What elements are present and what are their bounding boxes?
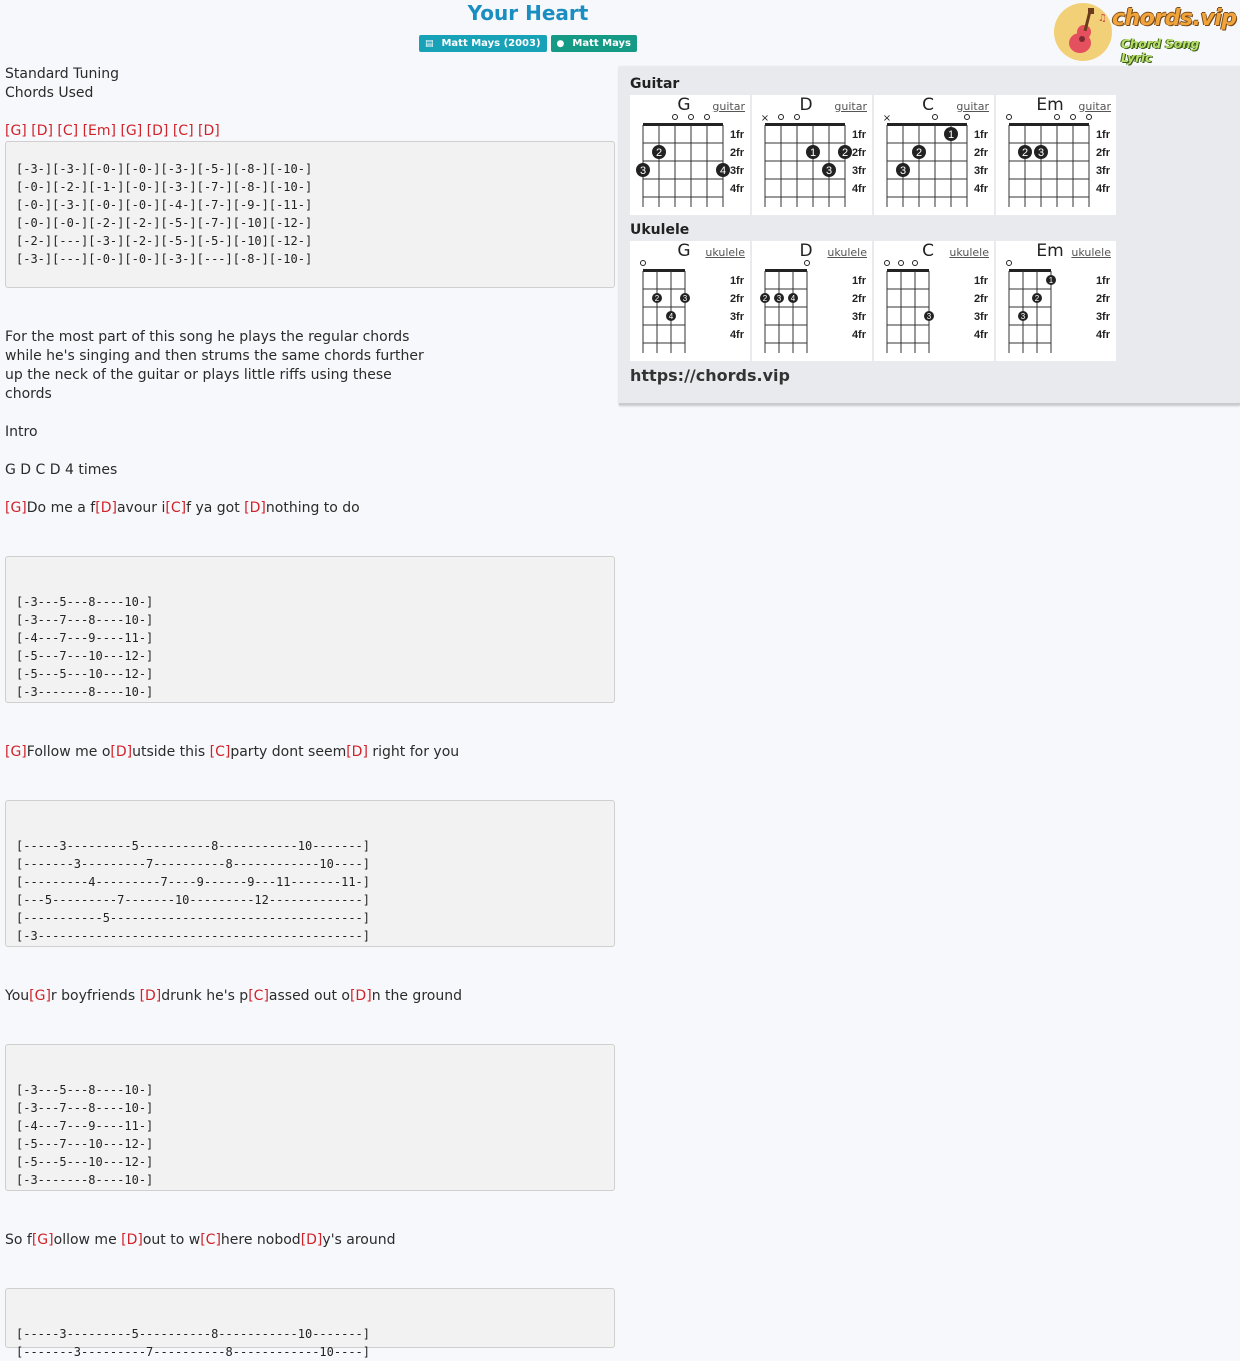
chord-link[interactable]: [G]	[5, 744, 27, 760]
album-badge[interactable]	[419, 35, 547, 52]
open-string-marker	[805, 261, 810, 266]
chord-name: C	[922, 95, 934, 115]
fret-label: 4fr	[1095, 329, 1110, 341]
chord-diagram-ukulele-d[interactable]	[752, 241, 872, 361]
open-string-marker	[965, 115, 970, 120]
tab-block-5: [-----3---------5----------8-----------10-------] [-------3---------7----------8------------10----]	[5, 1288, 615, 1348]
fret-label: 2fr	[729, 147, 744, 159]
user-icon: ●	[556, 39, 565, 49]
chord-name: G	[677, 95, 691, 115]
finger-number: 4	[719, 165, 727, 177]
finger-number: 3	[639, 165, 647, 177]
chord-name: G	[677, 241, 691, 261]
badge-row	[0, 35, 1056, 52]
chord-diagram-guitar-c[interactable]	[874, 95, 994, 215]
tab-block-3: [-----3---------5----------8-----------10-------] [-------3---------7----------8------------10----] [---------4---------7----9------9---11-------11-] [---5---------7-------10---------12-------------] [-----------5-----------------------------------] [-3---------------------------------------------]	[5, 800, 615, 947]
chord-link[interactable]: [C]	[57, 123, 79, 139]
fret-label: 2fr	[973, 293, 988, 305]
chord-link[interactable]: [D]	[110, 744, 133, 760]
ukulele-section-label: Ukulele	[630, 222, 690, 238]
chord-name: C	[922, 241, 934, 261]
fret-label: 3fr	[851, 311, 866, 323]
fret-label: 1fr	[851, 275, 866, 287]
description-line: chords	[5, 386, 52, 402]
finger-number: 1	[809, 147, 817, 159]
open-string-marker	[933, 115, 938, 120]
chord-link[interactable]: [D]	[244, 500, 266, 516]
chord-instrument-link[interactable]: ukulele	[827, 246, 867, 259]
artist-badge-label: Matt Mays	[572, 38, 632, 49]
chord-diagram-guitar-d[interactable]	[752, 95, 872, 215]
fret-label: 2fr	[973, 147, 988, 159]
chord-diagram-panel	[619, 66, 1240, 405]
open-string-marker	[899, 261, 904, 266]
finger-number: 2	[654, 294, 660, 303]
fret-label: 2fr	[1095, 147, 1110, 159]
finger-number: 2	[655, 147, 663, 159]
chord-instrument-link[interactable]: guitar	[1078, 100, 1111, 113]
open-string-marker	[1007, 115, 1012, 120]
open-string-marker	[1087, 115, 1092, 120]
fret-label: 3fr	[1095, 311, 1110, 323]
lyric-text: nothing to do	[265, 500, 360, 516]
fret-label: 3fr	[851, 165, 866, 177]
description-line: For the most part of this song he plays the regular chords	[5, 329, 410, 345]
fret-label: 2fr	[851, 293, 866, 305]
lyric-text: f ya got	[186, 500, 245, 516]
lyric-line	[5, 987, 462, 1006]
open-string-marker	[885, 261, 890, 266]
chord-link[interactable]: [G]	[5, 123, 27, 139]
open-string-marker	[795, 115, 800, 120]
chord-link[interactable]: [G]	[5, 500, 27, 516]
lyric-text: avour i	[116, 500, 166, 516]
description-line: while he's singing and then strums the same chords further	[5, 348, 424, 364]
chord-link[interactable]: [C]	[165, 500, 187, 516]
chord-link[interactable]: [D]	[198, 123, 220, 139]
chord-link[interactable]: [D]	[300, 1232, 323, 1248]
fret-label: 1fr	[1095, 129, 1110, 141]
finger-number: 1	[1048, 276, 1054, 285]
lyric-text: ollow me	[53, 1232, 122, 1248]
logo-subtitle: Chord Song Lyric	[1121, 37, 1200, 65]
chord-diagram-guitar-g[interactable]	[630, 95, 750, 215]
description-line: up the neck of the guitar or plays little riffs using these	[5, 367, 392, 383]
chord-instrument-link[interactable]: guitar	[712, 100, 745, 113]
chord-instrument-link[interactable]: ukulele	[949, 246, 989, 259]
chord-name: Em	[1036, 95, 1064, 115]
lyric-text: You	[5, 988, 30, 1004]
lyric-text: n the ground	[371, 988, 462, 1004]
finger-number: 1	[947, 129, 955, 141]
chord-link[interactable]: [D]	[121, 1232, 143, 1248]
open-string-marker	[1071, 115, 1076, 120]
fret-label: 1fr	[1095, 275, 1110, 287]
fret-label: 4fr	[729, 329, 744, 341]
artist-badge[interactable]	[551, 35, 637, 52]
fret-label: 3fr	[1095, 165, 1110, 177]
finger-number: 3	[825, 165, 833, 177]
finger-number: 3	[1037, 147, 1045, 159]
finger-number: 2	[915, 147, 923, 159]
open-string-marker	[913, 261, 918, 266]
open-string-marker	[641, 261, 646, 266]
open-string-marker	[1055, 115, 1060, 120]
lyric-text: right for you	[367, 744, 460, 760]
fret-label: 1fr	[973, 129, 988, 141]
song-title: Your Heart	[467, 1, 589, 25]
open-string-marker	[705, 115, 710, 120]
fret-label: 3fr	[973, 165, 988, 177]
lyric-text: y's around	[322, 1232, 396, 1248]
finger-number: 3	[776, 294, 782, 303]
chords-used-label: Chords Used	[5, 85, 94, 101]
lyric-text: Follow me o	[26, 744, 111, 760]
chord-name: D	[799, 241, 813, 261]
finger-number: 4	[790, 294, 796, 303]
open-string-marker	[1007, 261, 1012, 266]
lyric-text: out to w	[142, 1232, 201, 1248]
fret-label: 4fr	[851, 183, 866, 195]
lyric-line	[5, 743, 459, 762]
lyric-line	[5, 1231, 396, 1250]
chord-diagram-guitar-em[interactable]	[996, 95, 1116, 215]
fret-label: 2fr	[1095, 293, 1110, 305]
chords-used-list	[5, 122, 220, 141]
chord-link[interactable]: [C]	[172, 123, 194, 139]
tab-block-4: [-3---5---8----10-] [-3---7---8----10-] [-4---7---9----11-] [-5---7---10---12-] [-5---5---10---12-] [-3-------8----10-]	[5, 1044, 615, 1191]
fret-label: 1fr	[729, 275, 744, 287]
tuning-label: Standard Tuning	[5, 66, 119, 82]
chord-link[interactable]: [D]	[346, 744, 368, 760]
muted-string-marker: ×	[882, 113, 892, 124]
chord-diagram-ukulele-g[interactable]	[630, 241, 750, 361]
chord-link[interactable]: [D]	[139, 988, 162, 1004]
fret-label: 4fr	[973, 183, 988, 195]
finger-number: 4	[668, 312, 674, 321]
fret-label: 2fr	[851, 147, 866, 159]
site-logo[interactable]	[1054, 2, 1237, 65]
chord-instrument-link[interactable]: ukulele	[705, 246, 745, 259]
chord-name: D	[799, 95, 813, 115]
fret-label: 1fr	[973, 275, 988, 287]
fret-label: 4fr	[1095, 183, 1110, 195]
chord-name: Em	[1036, 241, 1064, 261]
guitar-section-label: Guitar	[630, 76, 680, 92]
open-string-marker	[689, 115, 694, 120]
chord-link[interactable]: [Em]	[82, 123, 116, 139]
finger-number: 3	[1020, 312, 1026, 321]
lyric-text: party dont seem	[230, 744, 347, 760]
fret-label: 1fr	[851, 129, 866, 141]
finger-number: 3	[899, 165, 907, 177]
chord-link[interactable]: [D]	[146, 123, 169, 139]
logo-text: chords.vip	[1112, 6, 1237, 31]
description	[5, 328, 424, 404]
chord-instrument-link[interactable]: guitar	[956, 100, 989, 113]
fret-label: 3fr	[729, 165, 744, 177]
lyric-text: assed out o	[268, 988, 350, 1004]
intro-line: G D C D 4 times	[5, 462, 118, 478]
fret-label: 2fr	[729, 293, 744, 305]
tab-block-1: [-3-][-3-][-0-][-0-][-3-][-5-][-8-][-10-] [-0-][-2-][-1-][-0-][-3-][-7-][-8-][-10-] [-0-][-3-][-0-][-0-][-4-][-7-][-9-][-11-] [-0-][-0-][-2-][-2-][-5-][-7-][-10][-12-] [-2-][---][-3-][-2-][-5-][-5-][-10][-12-] [-3-][---][-0-][-0-][-3-][---][-8-][-10-]	[5, 141, 615, 288]
lyric-text: So f	[5, 1232, 32, 1248]
lyric-line	[5, 499, 360, 518]
chord-link[interactable]: [G]	[29, 988, 51, 1004]
intro-label: Intro	[5, 424, 38, 440]
fret-label: 4fr	[729, 183, 744, 195]
lyric-text: utside this	[132, 744, 210, 760]
lyric-text: drunk he's p	[161, 988, 249, 1004]
tab-block-2: [-3---5---8----10-] [-3---7---8----10-] [-4---7---9----11-] [-5---7---10---12-] [-5---5---10---12-] [-3-------8----10-]	[5, 556, 615, 703]
chord-instrument-link[interactable]: guitar	[834, 100, 867, 113]
chord-link[interactable]: [D]	[31, 123, 53, 139]
finger-number: 2	[1034, 294, 1040, 303]
chord-link[interactable]: [D]	[95, 500, 117, 516]
lyric-text: here nobod	[220, 1232, 301, 1248]
chord-link[interactable]: [C]	[200, 1232, 221, 1248]
chord-link[interactable]: [D]	[349, 988, 372, 1004]
muted-string-marker: ×	[760, 113, 770, 124]
open-string-marker	[779, 115, 784, 120]
lyric-text: Do me a f	[26, 500, 96, 516]
chord-link[interactable]: [G]	[120, 123, 143, 139]
fret-label: 3fr	[973, 311, 988, 323]
lyric-text: r boyfriends	[50, 988, 140, 1004]
chord-instrument-link[interactable]: ukulele	[1071, 246, 1111, 259]
fret-label: 3fr	[729, 311, 744, 323]
chord-link[interactable]: [C]	[248, 988, 269, 1004]
fret-label: 1fr	[729, 129, 744, 141]
finger-number: 2	[1021, 147, 1029, 159]
fret-label: 4fr	[851, 329, 866, 341]
finger-number: 2	[762, 294, 768, 303]
chord-diagram-ukulele-c[interactable]	[874, 241, 994, 361]
guitar-logo-icon	[1054, 3, 1112, 61]
finger-number: 3	[682, 294, 688, 303]
chord-link[interactable]: [C]	[209, 744, 231, 760]
finger-number: 3	[926, 312, 932, 321]
chord-link[interactable]: [G]	[31, 1232, 54, 1248]
song-meta	[5, 65, 220, 141]
fret-label: 4fr	[973, 329, 988, 341]
site-url[interactable]: https://chords.vip	[630, 366, 790, 385]
album-badge-label: Matt Mays (2003)	[441, 38, 541, 49]
svg-text:♫: ♫	[1098, 13, 1107, 24]
album-icon: ▤	[424, 39, 434, 49]
open-string-marker	[673, 115, 678, 120]
chord-diagram-ukulele-em[interactable]	[996, 241, 1116, 361]
finger-number: 2	[841, 147, 849, 159]
